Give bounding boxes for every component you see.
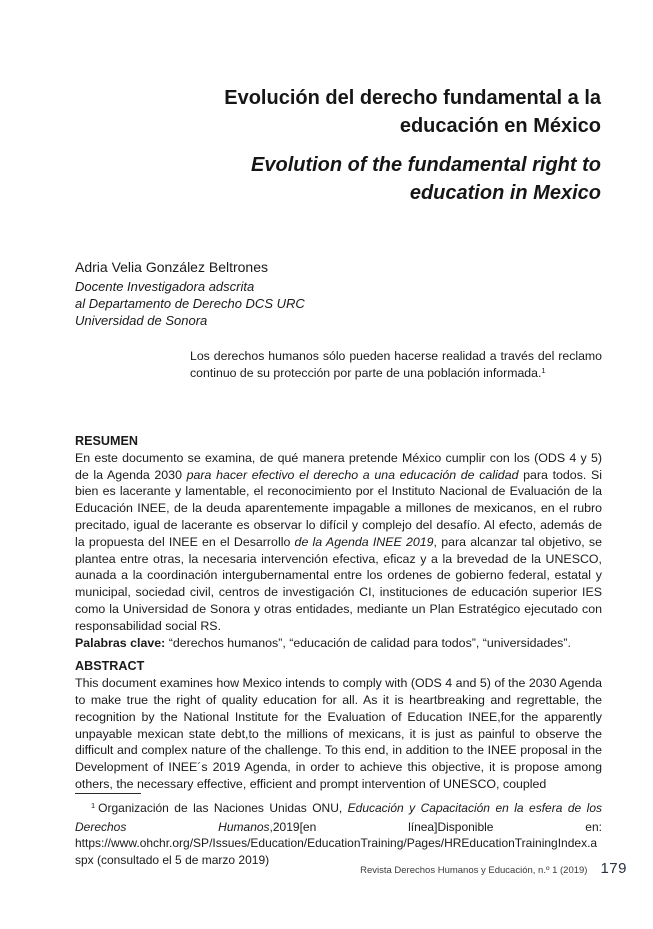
resumen-body [75, 450, 602, 635]
epigraph-footnote-ref: 1 [541, 365, 546, 375]
resumen-run-1: En este documento se examina, de qué manera pretende México cumplir con los (ODS 4 y 5) de la Agenda 2030 [75, 450, 602, 482]
footnote [75, 800, 602, 868]
page-footer [360, 860, 627, 877]
resumen-section [75, 433, 602, 651]
footnote-separator [75, 793, 141, 794]
footnote-run-3: ,2019[en línea]Disponible en: https://www.ohchr.org/SP/Issues/Education/EducationTraining/Pages/HREducationTrainingIndex.aspx (consultado el 5 de marzo 2019) [75, 819, 602, 867]
abstract-section [75, 658, 602, 792]
keywords-label: Palabras clave: [75, 635, 166, 650]
footnote-number: 1 [91, 801, 96, 810]
keywords-text: “derechos humanos”, “educación de calidad para todos”, “universidades”. [165, 635, 571, 650]
author-affiliation-line-2: al Departamento de Derecho DCS URC [75, 296, 305, 311]
keywords-line [75, 635, 602, 652]
main-text [75, 433, 602, 793]
page-title-english: Evolution of the fundamental right to education in Mexico [251, 154, 601, 204]
title-block [161, 84, 601, 207]
epigraph-text: Los derechos humanos sólo pueden hacerse realidad a través del reclamo continuo de su protección por parte de una población informada. [190, 349, 602, 380]
page-title-spanish: Evolución del derecho fundamental a la educación en México [224, 87, 601, 137]
resumen-run-5: , para alcanzar tal objetivo, se plantea entre otras, la necesaria intervención efectiva, eficaz y a la brevedad de la UNESCO, aunada a la coordinación intergubernamental entre los ordenes de gobierno federal, estatal y municipal, sociedad civil, centros de investigación CI, instituciones de educación superior IES como la Universidad de Sonora y otras entidades, mediante un Plan Estratégico ejecutado con responsabilidad social RS. [75, 534, 602, 633]
page-number: 179 [600, 860, 627, 877]
author-affiliation-line-3: Universidad de Sonora [75, 313, 208, 328]
resumen-heading: RESUMEN [75, 434, 138, 448]
author-affiliation-line-1: Docente Investigadora adscrita [75, 279, 255, 294]
resumen-run-2-italic: para hacer efectivo el derecho a una educación de calidad [186, 467, 519, 482]
epigraph [190, 348, 602, 383]
abstract-heading: ABSTRACT [75, 659, 145, 674]
resumen-run-3: para todos. Si bien es lacerante y lamentable, el reconocimiento por el Instituto Nacional de Evaluación de la Educación INEE, de la deuda aparentemente impagable a millones de mexicanos, en el rubro precitado, igual de lacerante es observar lo difícil y complejo del desafío. Al efecto, además de la propuesta del INEE en el Desarrollo [75, 467, 602, 549]
abstract-body: This document examines how Mexico intends to comply with (ODS 4 and 5) of the 2030 Agenda to make true the right of quality education for all. As it is heartbreaking and regrettable, the recognition by the National Institute for the Evaluation of Education INEE,for the apparently unpayable mexican state debt,to the millions of mexicans, it is just as painful to observe the difficult and complex nature of the challenge. To this end, in addition to the INEE proposal in the Development of INEE´s 2019 Agenda, in order to achieve this objective, it is propose among others, the necessary effective, efficient and prompt intervention of UNESCO, coupled [75, 676, 602, 791]
journal-name: Revista Derechos Humanos y Educación, n.º 1 (2019) [360, 865, 588, 876]
footnote-run-2-italic: Educación y Capacitación en la esfera de los Derechos Humanos [75, 801, 602, 834]
author-block [75, 258, 305, 329]
resumen-run-4-italic: de la Agenda INEE 2019 [294, 534, 434, 549]
footnote-run-1: Organización de las Naciones Unidas ONU, [98, 801, 348, 815]
author-name: Adria Velia González Beltrones [75, 259, 268, 275]
